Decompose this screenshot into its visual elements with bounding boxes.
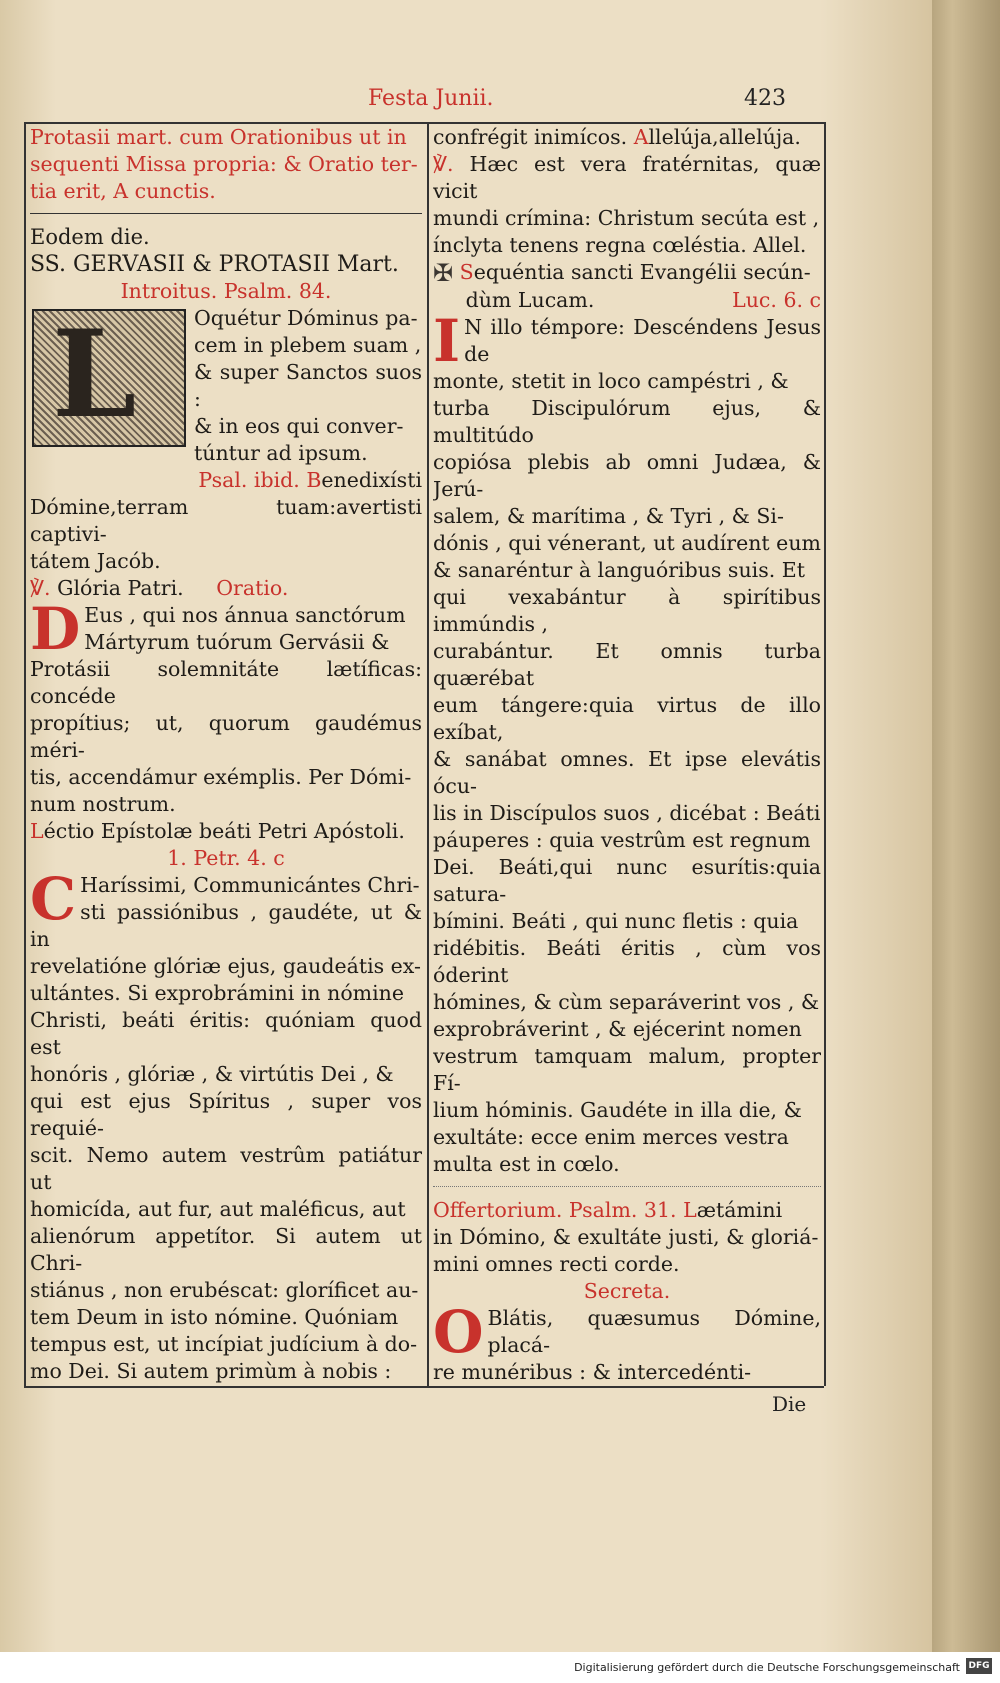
psalm-line: [30, 467, 422, 494]
oratio-line: propítius; ut, quorum gaudémus méri-: [30, 711, 422, 762]
oratio-line: num nostrum.: [30, 792, 176, 816]
drop-initial: C: [30, 865, 77, 933]
rubric-line: Protasii mart. cum Orationibus ut in: [30, 125, 407, 149]
gospel-line: salem, & marítima , & Tyri , & Si-: [433, 504, 784, 528]
secreta-line: re munéribus : & intercedénti-: [433, 1360, 752, 1384]
cont-text: confrégit inimícos.: [433, 125, 628, 149]
frame-right-rule: [824, 122, 826, 1386]
alleluia-initial: A: [633, 125, 649, 149]
running-head: Festa Junii.: [368, 86, 494, 111]
offertorium-line: [433, 1197, 821, 1224]
gospel-heading-line: [433, 287, 821, 314]
epistle-line: tempus est, ut incípiat judícium à do-: [30, 1332, 418, 1356]
secreta-label: Secreta.: [583, 1279, 671, 1303]
oratio-line: Mártyrum tuórum Gervásii &: [84, 630, 390, 654]
gospel-line: & sanábat omnes. Et ipse elevátis ócu-: [433, 747, 821, 798]
gospel-line: curabántur. Et omnis turba quærébat: [433, 639, 821, 690]
psalm-line: Dómine,terram tuam:avertisti captivi-: [30, 495, 422, 546]
section-divider: [30, 213, 422, 214]
rubric-line: sequenti Missa propria: & Oratio ter-: [30, 152, 418, 176]
introit-line: túntur ad ipsum.: [194, 441, 368, 465]
feast-title: SS. GERVASII & PROTASII Mart.: [30, 252, 399, 277]
catchword: Die: [772, 1392, 807, 1416]
secreta-line: Blátis, quæsumus Dómine, placá-: [487, 1306, 821, 1357]
date-line: Eodem die.: [30, 225, 150, 249]
versicle-symbol: ℣.: [30, 576, 51, 600]
gospel-line: exultáte: ecce enim merces vestra: [433, 1125, 789, 1149]
drop-initial: O: [433, 1298, 484, 1366]
gospel-line: Dei. Beáti,qui nunc esurítis:quia satura-: [433, 855, 821, 906]
gospel-line: vestrum tamquam malum, propter Fí-: [433, 1044, 821, 1095]
epistle-line: scit. Nemo autem vestrûm patiátur ut: [30, 1143, 422, 1194]
versicle-symbol: ℣.: [433, 152, 454, 176]
gospel-initial: S: [459, 260, 474, 284]
lectio-ref: 1. Petr. 4. c: [167, 846, 285, 870]
offertorium-initial: L: [683, 1198, 697, 1222]
cross-ornament-icon: ✠: [433, 259, 454, 287]
gospel-line: lium hóminis. Gaudéte in illa die, &: [433, 1098, 802, 1122]
page-edge: [932, 0, 1000, 1652]
hymn-line: [433, 151, 821, 205]
offertorium-line: mini omnes recti corde.: [433, 1252, 680, 1276]
gospel-line: qui vexabántur à spirítibus immúndis ,: [433, 585, 821, 636]
frame-left-rule: [24, 122, 26, 1386]
epistle-line: revelatióne glóriæ ejus, gaudeátis ex-: [30, 954, 421, 978]
right-column: [433, 124, 821, 1384]
gospel-line: dónis , qui vénerant, ut audírent eum: [433, 531, 821, 555]
epistle-line: tem Deum in isto nómine. Quóniam: [30, 1305, 399, 1329]
psalm-line: tátem Jacób.: [30, 549, 161, 573]
gospel-line: exprobráverint , & ejécerint nomen: [433, 1017, 802, 1041]
gloria-line: [30, 575, 422, 602]
woodcut-letter: L: [52, 304, 137, 445]
gospel-heading: equéntia sancti Evangélii secún-: [473, 260, 811, 284]
gospel-line: ridébitis. Beáti éritis , cùm vos óderint: [433, 936, 821, 987]
footer-credit: Digitalisierung gefördert durch die Deutsche Forschungsgemeinschaft: [574, 1661, 960, 1674]
gospel-line: N illo témpore: Descéndens Jesus de: [464, 315, 821, 366]
alleluia-text: llelúja,allelúja.: [648, 125, 801, 149]
epistle-line: qui est ejus Spíritus , super vos requié-: [30, 1089, 422, 1140]
alleluia-line: [433, 124, 821, 151]
epistle-line: Christi, beáti éritis: quóniam quod est: [30, 1008, 422, 1059]
page-number: 423: [744, 86, 786, 111]
section-divider: [433, 1186, 821, 1187]
gloria-text: Glória Patri.: [57, 576, 184, 600]
psalm-text: enedixísti: [321, 468, 422, 492]
epistle-line: ultántes. Si exprobrámini in nómine: [30, 981, 404, 1005]
gospel-line: lis in Discípulos suos , dicébat : Beáti: [433, 801, 821, 825]
gospel-line: hómines, & cùm separáverint vos , &: [433, 990, 820, 1014]
introit-line: & super Sanctos suos :: [194, 360, 422, 411]
introit-heading: [30, 278, 422, 305]
epistle-line: mo Dei. Si autem primùm à nobis :: [30, 1359, 392, 1383]
offertorium-text: ætámini: [696, 1198, 783, 1222]
psalm-initial: B: [306, 468, 322, 492]
psalm-ref: Psal. ibid.: [198, 468, 300, 492]
oratio-label: Oratio.: [216, 576, 289, 600]
introit-line: Oquétur Dóminus pa-: [194, 306, 418, 330]
hymn-line: mundi crímina: Christum secúta est ,: [433, 206, 820, 230]
oratio-line: Eus , qui nos ánnua sanctórum: [84, 603, 406, 627]
gospel-heading-line: [433, 259, 821, 287]
epistle-line: honóris , glóriæ , & virtútis Dei , &: [30, 1062, 394, 1086]
gospel-line: & sanaréntur à languóribus suis. Et: [433, 558, 805, 582]
column-divider: [427, 122, 429, 1386]
hymn-text: Hæc est vera fratérnitas, quæ vicit: [433, 152, 821, 203]
oratio-line: tis, accendámur exémplis. Per Dómi-: [30, 765, 412, 789]
gospel-line: monte, stetit in loco campéstri , &: [433, 369, 789, 393]
rubric-line: tia erit, A cunctis.: [30, 179, 216, 203]
epistle-line: sti passiónibus , gaudéte, ut & in: [30, 900, 422, 951]
drop-initial: I: [433, 307, 461, 375]
lectio-line: [30, 818, 422, 845]
epistle-line: Haríssimi, Communicántes Chri-: [80, 873, 420, 897]
introit-line: & in eos qui conver-: [194, 414, 404, 438]
gospel-line: bímini. Beáti , qui nunc fletis : quia: [433, 909, 799, 933]
left-column: [30, 124, 422, 1384]
drop-initial: D: [30, 595, 81, 663]
woodcut-initial: [32, 304, 186, 447]
introit-ref: Psalm. 84.: [223, 279, 332, 303]
offertorium-label: Offertorium. Psalm. 31.: [433, 1198, 677, 1222]
lectio-text: éctio Epístolæ beáti Petri Apóstoli.: [43, 819, 405, 843]
gospel-line: páuperes : quia vestrûm est regnum: [433, 828, 811, 852]
gospel-ref: Luc. 6. c: [732, 288, 821, 312]
gospel-line: eum tángere:quia virtus de illo exíbat,: [433, 693, 821, 744]
lectio-initial: L: [30, 819, 44, 843]
offertorium-line: in Dómino, & exultáte justi, & gloriá-: [433, 1225, 819, 1249]
epistle-line: alienórum appetítor. Si autem ut Chri-: [30, 1224, 422, 1275]
epistle-line: homicída, aut fur, aut maléficus, aut: [30, 1197, 406, 1221]
introit-label: Introitus.: [120, 279, 218, 303]
epistle-line: stiánus , non erubéscat: gloríficet au-: [30, 1278, 419, 1302]
introit-line: cem in plebem suam ,: [194, 333, 422, 357]
oratio-line: Protásii solemnitáte lætíficas: concéde: [30, 657, 422, 708]
hymn-line: ínclyta tenens regna cœléstia. Allel.: [433, 233, 807, 257]
gospel-line: turba Discipulórum ejus, & multitúdo: [433, 396, 821, 447]
gospel-line: multa est in cœlo.: [433, 1152, 620, 1176]
dfg-logo: DFG: [966, 1658, 992, 1674]
gospel-heading: dùm Lucam.: [465, 288, 595, 312]
footer-bar: [0, 1652, 1000, 1683]
gospel-line: copiósa plebis ab omni Judæa, & Jerú-: [433, 450, 821, 501]
frame-bottom-rule: [24, 1386, 824, 1388]
